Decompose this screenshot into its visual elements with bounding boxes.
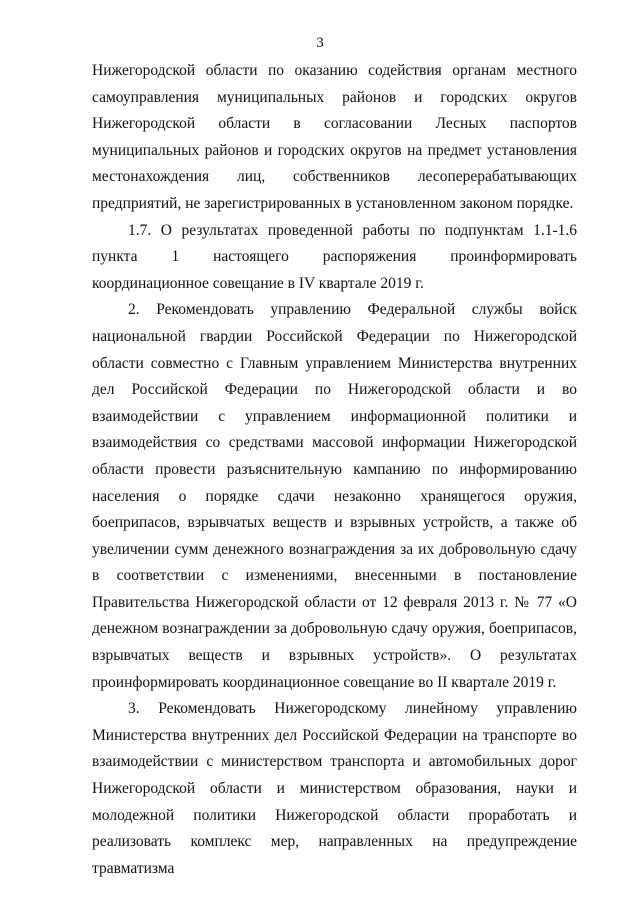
page-number: 3 [316, 35, 324, 51]
paragraph-continuation: Нижегородской области по оказанию содействия органам местного самоуправления муниципальных районов и городских округов Нижегородской области в согласовании Лесных паспортов муниципальных районов и городских округов на предмет установления местонахождения лиц, собственников лесоперерабатывающих предприятий, не зарегистрированных в установленном законом порядке. [92, 62, 577, 212]
paragraph-3: 3. Рекомендовать Нижегородскому линейному управлению Министерства внутренних дел Российской Федерации на транспорте во взаимодействии с министерством транспорта и автомобильных дорог Нижегородской области и министерством образования, науки и молодежной политики Нижегородской области проработать и реализовать комплекс мер, направленных на предупреждение травматизма [92, 700, 577, 877]
document-body [92, 58, 577, 882]
paragraph-2: 2. Рекомендовать управлению Федеральной службы войск национальной гвардии Российской Федерации по Нижегородской области совместно с Главным управлением Министерства внутренних дел Российской Федерации по Нижегородской области и во взаимодействии с управлением информационной политики и взаимодействия со средствами массовой информации Нижегородской области провести разъяснительную кампанию по информированию населения о порядке сдачи незаконно хранящегося оружия, боеприпасов, взрывчатых веществ и взрывных устройств, а также об увеличении сумм денежного вознаграждения за их добровольную сдачу в соответствии с изменениями, внесенными в постановление Правительства Нижегородской области от 12 февраля 2013 г. № 77 «О денежном вознаграждении за добровольную сдачу оружия, боеприпасов, взрывчатых веществ и взрывных устройств». О результатах проинформировать координационное совещание во II квартале 2019 г. [92, 301, 577, 691]
paragraph-1-7: 1.7. О результатах проведенной работы по подпунктам 1.1-1.6 пункта 1 настоящего распоряжения проинформировать координационное совещание в IV квартале 2019 г. [92, 221, 577, 292]
